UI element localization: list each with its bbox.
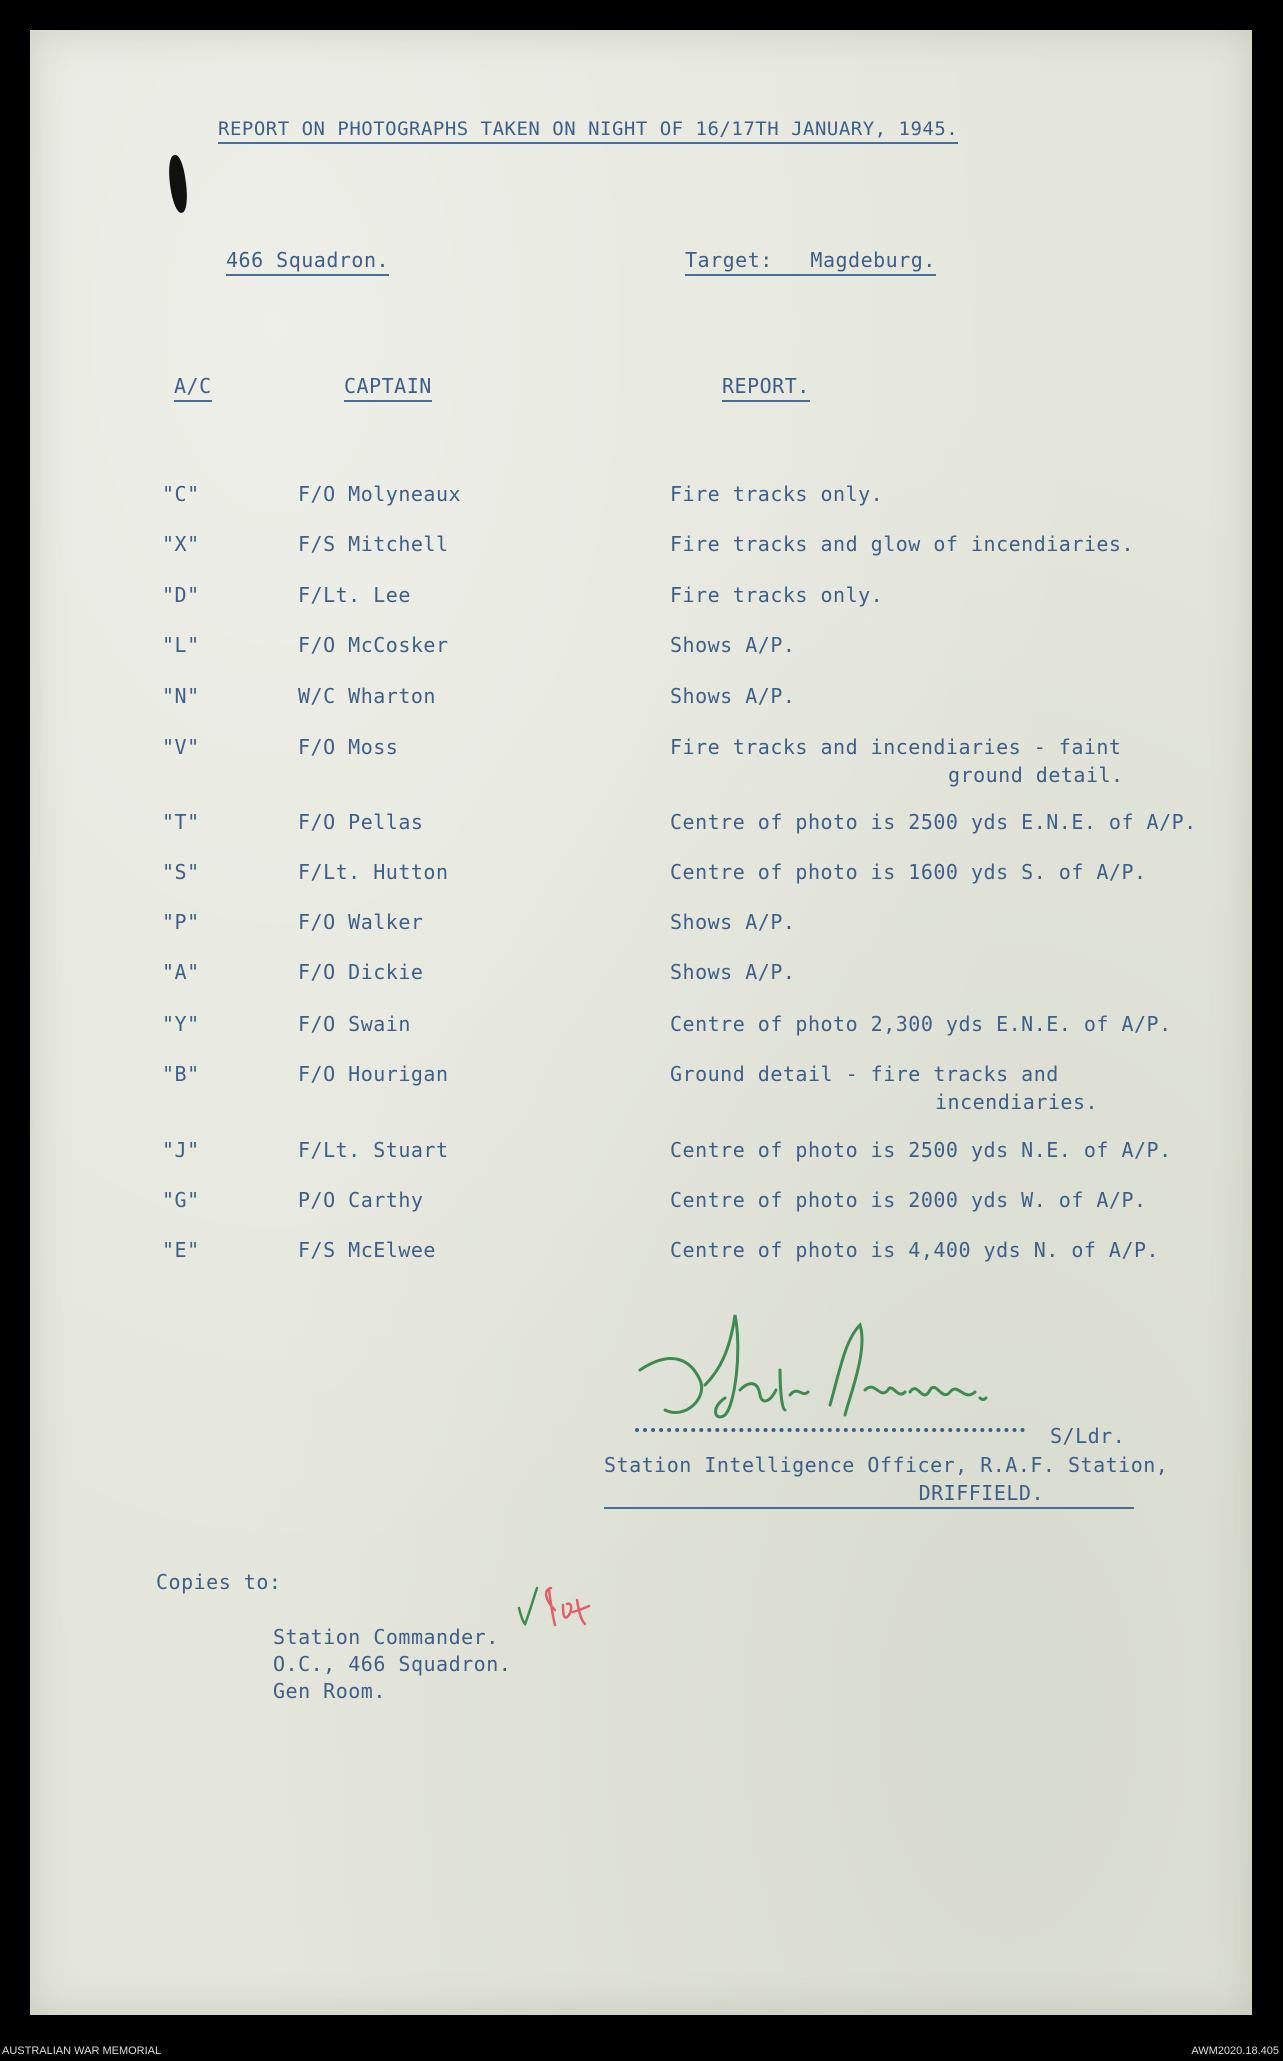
row-report: Centre of photo is 4,400 yds N. of A/P. (670, 1238, 1160, 1262)
row-report: Centre of photo is 2500 yds N.E. of A/P. (670, 1138, 1172, 1162)
copies-label: Copies to: (156, 1570, 282, 1594)
row-report: Shows A/P. (670, 910, 796, 934)
row-ac: "B" (162, 1062, 200, 1086)
row-report: Centre of photo is 2500 yds E.N.E. of A/P. (670, 810, 1197, 834)
row-captain: F/O Swain (298, 1012, 411, 1036)
copy-recipient: Station Commander. (273, 1625, 499, 1649)
signature-title: Station Intelligence Officer, R.A.F. Station, (604, 1453, 1169, 1477)
row-ac: "X" (162, 532, 200, 556)
row-ac: "C" (162, 482, 200, 506)
row-report: Centre of photo is 2000 yds W. of A/P. (670, 1188, 1147, 1212)
check-annotation (515, 1580, 625, 1640)
row-report: Centre of photo is 1600 yds S. of A/P. (670, 860, 1147, 884)
row-ac: "P" (162, 910, 200, 934)
row-captain: P/O Carthy (298, 1188, 424, 1212)
report-title: REPORT ON PHOTOGRAPHS TAKEN ON NIGHT OF 16/17TH JANUARY, 1945. (218, 118, 958, 144)
copy-recipient: O.C., 466 Squadron. (273, 1652, 512, 1676)
handwritten-signature (630, 1310, 1050, 1440)
row-captain: W/C Wharton (298, 684, 436, 708)
row-report: Fire tracks and incendiaries - faint (670, 735, 1122, 759)
header-ac: A/C (174, 374, 212, 402)
row-ac: "L" (162, 633, 200, 657)
row-ac: "A" (162, 960, 200, 984)
row-report: incendiaries. (935, 1090, 1099, 1114)
row-ac: "E" (162, 1238, 200, 1262)
row-report: Fire tracks only. (670, 482, 884, 506)
signature-rank: S/Ldr. (1050, 1424, 1126, 1448)
header-captain: CAPTAIN (344, 374, 432, 402)
row-captain: F/S Mitchell (298, 532, 449, 556)
row-report: Shows A/P. (670, 684, 796, 708)
target-label: Target: Magdeburg. (685, 248, 936, 276)
row-captain: F/O Hourigan (298, 1062, 449, 1086)
row-ac: "V" (162, 735, 200, 759)
row-captain: F/O Moss (298, 735, 399, 759)
row-report: Fire tracks and glow of incendiaries. (670, 532, 1135, 556)
row-ac: "T" (162, 810, 200, 834)
punch-hole (166, 154, 190, 214)
row-report: Shows A/P. (670, 960, 796, 984)
row-captain: F/O Walker (298, 910, 424, 934)
row-ac: "Y" (162, 1012, 200, 1036)
signature-line (635, 1428, 1025, 1432)
row-captain: F/O Molyneaux (298, 482, 462, 506)
document-page (30, 30, 1252, 2015)
row-report: ground detail. (948, 763, 1124, 787)
row-captain: F/O McCosker (298, 633, 449, 657)
header-report: REPORT. (722, 374, 810, 402)
row-captain: F/Lt. Stuart (298, 1138, 449, 1162)
row-report: Fire tracks only. (670, 583, 884, 607)
footer-id: AWM2020.18.405 (1191, 2045, 1279, 2057)
signature-station-text: DRIFFIELD. (918, 1481, 1044, 1505)
footer-credit: AUSTRALIAN WAR MEMORIAL (2, 2045, 162, 2057)
row-captain: F/O Dickie (298, 960, 424, 984)
row-report: Centre of photo 2,300 yds E.N.E. of A/P. (670, 1012, 1172, 1036)
row-report: Ground detail - fire tracks and (670, 1062, 1059, 1086)
row-ac: "D" (162, 583, 200, 607)
copy-recipient: Gen Room. (273, 1679, 386, 1703)
row-ac: "J" (162, 1138, 200, 1162)
row-ac: "G" (162, 1188, 200, 1212)
row-captain: F/Lt. Hutton (298, 860, 449, 884)
row-captain: F/Lt. Lee (298, 583, 411, 607)
row-ac: "S" (162, 860, 200, 884)
row-report: Shows A/P. (670, 633, 796, 657)
squadron-label: 466 Squadron. (226, 248, 389, 276)
row-captain: F/S McElwee (298, 1238, 436, 1262)
row-captain: F/O Pellas (298, 810, 424, 834)
row-ac: "N" (162, 684, 200, 708)
signature-station (604, 1481, 1134, 1509)
